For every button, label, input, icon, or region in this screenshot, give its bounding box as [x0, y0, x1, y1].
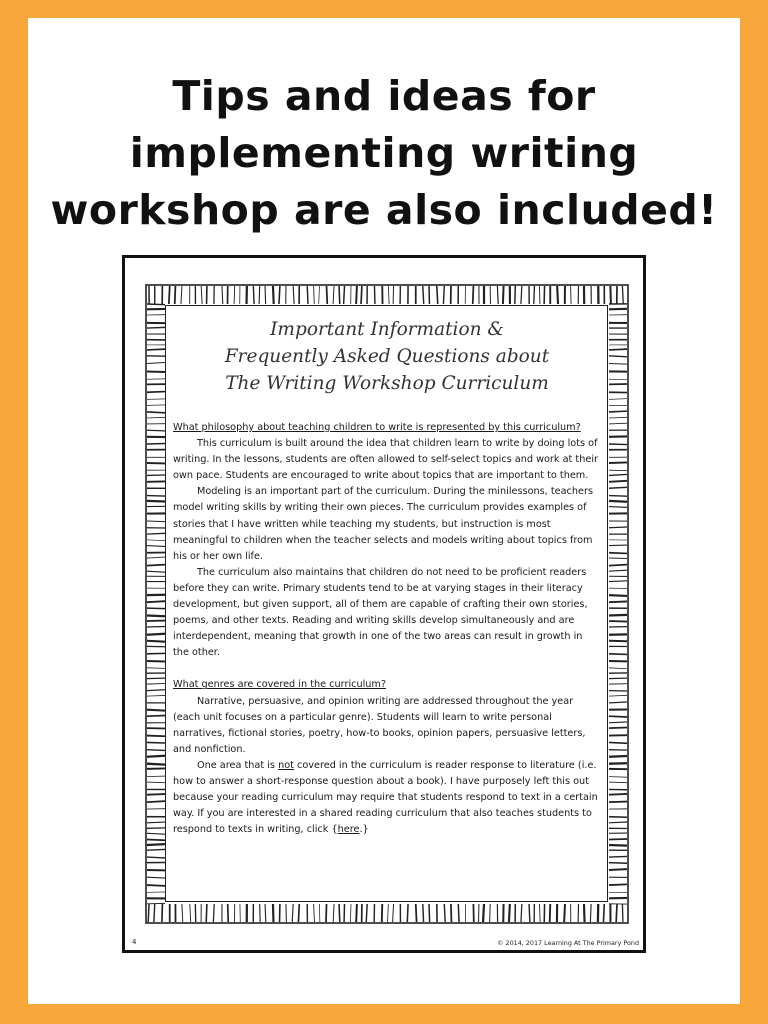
border-stripe	[147, 641, 165, 642]
border-stripe	[609, 722, 627, 723]
answer-1-paragraph-3: The curriculum also maintains that children do not need to be proficient readers before they can write. Primary students tend to be at varying stages in their literacy development, but given support, all of them are capable of crafting their own stories, poems, and other texts. Reading and writing skills develop simultaneously and are interdependent, meaning that growth in one of the two areas can result in growth in the other.	[173, 566, 588, 659]
border-stripe	[609, 777, 627, 778]
headline-line-3: workshop are also included!	[50, 186, 718, 234]
border-stripe	[609, 444, 627, 445]
border-stripe	[416, 904, 417, 922]
border-stripe	[609, 856, 627, 857]
border-stripe	[616, 904, 617, 922]
border-stripe	[148, 904, 149, 922]
border-stripe	[609, 411, 627, 412]
document-page-preview	[122, 255, 646, 953]
border-stripe	[609, 678, 627, 679]
border-stripe	[147, 634, 165, 635]
border-stripe	[147, 776, 165, 777]
border-stripe	[437, 286, 438, 304]
border-stripe	[609, 668, 627, 669]
headline-line-2: implementing writing	[129, 129, 639, 177]
answer-2-text-start: One area that is	[197, 759, 279, 771]
border-stripe	[147, 608, 165, 609]
border-stripe	[444, 904, 445, 922]
border-stripe	[147, 822, 165, 823]
border-stripe	[609, 654, 627, 655]
border-stripe	[603, 904, 604, 922]
question-2-heading: What genres are covered in the curriculum?	[173, 679, 387, 691]
border-stripe	[609, 742, 627, 743]
border-stripe	[327, 286, 328, 304]
border-stripe	[609, 496, 627, 497]
border-stripe	[147, 399, 165, 400]
border-stripe	[609, 363, 627, 364]
border-stripe	[147, 715, 165, 716]
faq-body	[173, 420, 601, 838]
border-stripe	[609, 309, 627, 310]
not-emphasis: not	[278, 759, 294, 771]
border-stripe	[147, 412, 165, 413]
border-stripe	[147, 794, 165, 795]
border-stripe	[490, 904, 491, 922]
border-stripe	[473, 286, 474, 304]
border-stripe	[147, 392, 165, 393]
border-stripe	[273, 286, 274, 304]
border-stripe	[206, 904, 207, 922]
border-stripe	[319, 286, 320, 304]
border-stripe	[147, 540, 165, 541]
border-stripe	[314, 286, 315, 304]
border-stripe	[147, 601, 165, 602]
border-stripe	[361, 286, 362, 304]
border-stripe	[609, 839, 627, 840]
border-stripe	[557, 286, 558, 304]
border-stripe	[147, 736, 165, 737]
border-stripe	[147, 844, 165, 845]
answer-1-paragraph-1: This curriculum is built around the idea that children learn to write by doing lots of writing. In the lessons, students are often allowed to self-select topics and work at their own pace. Students are encouraged to write about topics that are important to them.	[173, 438, 598, 482]
page-title	[165, 316, 609, 397]
border-stripe	[253, 286, 254, 304]
border-stripe	[333, 286, 334, 304]
border-stripe	[147, 417, 165, 418]
page-title-line-1: Important Information &	[270, 319, 504, 340]
border-stripe	[609, 553, 627, 554]
border-stripe	[429, 904, 430, 922]
border-stripe	[609, 869, 627, 870]
border-stripe	[147, 501, 165, 502]
border-stripe	[314, 904, 315, 922]
border-stripe	[609, 349, 627, 350]
border-stripe	[147, 801, 165, 802]
border-stripe	[213, 904, 214, 922]
border-stripe	[609, 501, 627, 502]
border-stripe	[609, 695, 627, 696]
border-stripe	[147, 362, 165, 363]
border-stripe	[147, 756, 165, 757]
border-stripe	[609, 527, 627, 528]
page-title-line-3: The Writing Workshop Curriculum	[225, 373, 549, 394]
border-stripe	[147, 615, 165, 616]
border-stripe	[609, 565, 627, 566]
border-stripe	[609, 462, 627, 463]
border-stripe	[609, 782, 627, 783]
border-stripe	[147, 521, 165, 522]
border-stripe	[344, 286, 345, 304]
border-stripe	[234, 286, 235, 304]
border-stripe	[147, 565, 165, 566]
page-title-line-2: Frequently Asked Questions about	[224, 346, 550, 367]
border-stripe	[609, 481, 627, 482]
border-stripe	[609, 822, 627, 823]
border-stripe	[609, 356, 627, 357]
border-stripe	[147, 764, 165, 765]
border-stripe	[609, 474, 627, 475]
border-stripe	[509, 904, 510, 922]
border-stripe	[609, 817, 627, 818]
border-stripe	[609, 487, 627, 488]
border-stripe	[147, 833, 165, 834]
border-stripe	[147, 533, 165, 534]
border-stripe	[609, 702, 627, 703]
border-stripe	[622, 904, 623, 922]
border-stripe	[147, 668, 165, 669]
border-stripe	[147, 571, 165, 572]
border-stripe	[147, 849, 165, 850]
border-stripe	[201, 286, 202, 304]
border-stripe	[458, 904, 459, 922]
border-stripe	[147, 557, 165, 558]
border-stripe	[182, 904, 183, 922]
border-stripe	[147, 690, 165, 691]
headline-line-1: Tips and ideas for	[172, 72, 596, 120]
section-gap	[173, 661, 601, 677]
border-stripe	[609, 423, 627, 424]
border-stripe	[147, 750, 165, 751]
border-stripe	[590, 904, 591, 922]
border-stripe	[147, 877, 165, 878]
border-stripe	[609, 417, 627, 418]
border-stripe	[609, 399, 627, 400]
border-stripe	[175, 286, 176, 304]
copyright-notice: © 2014, 2017 Learning At The Primary Pond	[497, 939, 639, 947]
border-stripe	[366, 904, 367, 922]
border-stripe	[147, 683, 165, 684]
answer-2-paragraph-2	[173, 758, 601, 838]
border-stripe	[521, 286, 522, 304]
border-stripe	[539, 904, 540, 922]
border-stripe	[147, 840, 165, 841]
border-stripe	[609, 570, 627, 571]
border-stripe	[609, 601, 627, 602]
border-stripe	[609, 884, 627, 885]
border-stripe	[265, 286, 266, 304]
border-stripe	[423, 904, 424, 922]
border-stripe	[147, 349, 165, 350]
border-stripe	[609, 615, 627, 616]
border-stripe	[609, 641, 627, 642]
border-stripe	[293, 286, 294, 304]
border-stripe	[443, 286, 444, 304]
border-stripe	[279, 286, 280, 304]
border-stripe	[609, 728, 627, 729]
border-stripe	[181, 286, 182, 304]
border-stripe	[154, 904, 155, 922]
border-stripe	[609, 545, 627, 546]
border-stripe	[292, 904, 293, 922]
border-stripe	[609, 595, 627, 596]
answer-1-paragraph-2: Modeling is an important part of the curriculum. During the minilessons, teachers model writing skills by writing their own pieces. The curriculum provides examples of stories that I have written while teaching my students, but instruction is most meaningful to children when the teacher selects and models writing about topics from his or her own life.	[173, 486, 593, 562]
border-stripe	[147, 371, 165, 372]
border-stripe	[298, 904, 299, 922]
border-stripe	[147, 857, 165, 858]
border-stripe	[190, 904, 191, 922]
border-stripe	[228, 904, 229, 922]
border-stripe	[393, 904, 394, 922]
border-stripe	[622, 286, 623, 304]
answer-2-text-end: .}	[359, 824, 369, 836]
border-stripe	[609, 507, 627, 508]
border-stripe	[147, 327, 165, 328]
border-stripe	[147, 782, 165, 783]
border-stripe	[609, 716, 627, 717]
border-stripe	[147, 304, 165, 305]
border-stripe	[169, 286, 170, 304]
border-stripe	[407, 904, 408, 922]
border-stripe	[333, 904, 334, 922]
border-stripe	[259, 286, 260, 304]
border-stripe	[147, 742, 165, 743]
border-stripe	[356, 904, 357, 922]
border-stripe	[350, 904, 351, 922]
border-stripe	[388, 904, 389, 922]
border-stripe	[609, 756, 627, 757]
border-stripe	[147, 885, 165, 886]
border-stripe	[483, 904, 484, 922]
answer-2-paragraph-1: Narrative, persuasive, and opinion writing are addressed throughout the year (each unit focuses on a particular genre). Students will learn to write personal narratives, fictional stories, poetry, how-to books, opinion papers, persuasive letters, and nonfiction.	[173, 695, 586, 755]
border-stripe	[609, 470, 627, 471]
border-stripe	[147, 710, 165, 711]
border-stripe	[388, 286, 389, 304]
here-link[interactable]: here	[337, 824, 360, 836]
border-stripe	[307, 286, 308, 304]
border-stripe	[521, 904, 522, 922]
question-1-heading: What philosophy about teaching children to write is represented by this curriculum?	[173, 422, 581, 433]
border-stripe	[147, 627, 165, 628]
border-stripe	[609, 863, 627, 864]
page-number: 4	[132, 938, 137, 946]
headline	[40, 68, 728, 239]
border-stripe	[497, 286, 498, 304]
border-stripe	[326, 904, 327, 922]
border-stripe	[609, 794, 627, 795]
border-stripe	[609, 802, 627, 803]
border-stripe	[265, 904, 266, 922]
border-stripe	[147, 430, 165, 431]
border-stripe	[423, 286, 424, 304]
border-stripe	[147, 695, 165, 696]
border-stripe	[609, 845, 627, 846]
border-stripe	[503, 286, 504, 304]
border-stripe	[356, 286, 357, 304]
border-stripe	[564, 904, 565, 922]
border-stripe	[534, 286, 535, 304]
border-stripe	[609, 581, 627, 582]
border-stripe	[339, 904, 340, 922]
answer-2-text-middle: covered in the curriculum is reader response to literature (i.e. how to answer a short-response question about a book). I have purposely left this out because your reading curriculum may require that students respond to text in a certain way. If you are interested in a shared reading curriculum that also teaches students to respond to texts in writing, click {	[173, 759, 598, 836]
border-stripe	[222, 286, 223, 304]
border-stripe	[550, 904, 551, 922]
border-stripe	[609, 621, 627, 622]
border-stripe	[451, 904, 452, 922]
border-stripe	[529, 904, 530, 922]
border-stripe	[584, 904, 585, 922]
border-stripe	[339, 286, 340, 304]
border-stripe	[147, 546, 165, 547]
